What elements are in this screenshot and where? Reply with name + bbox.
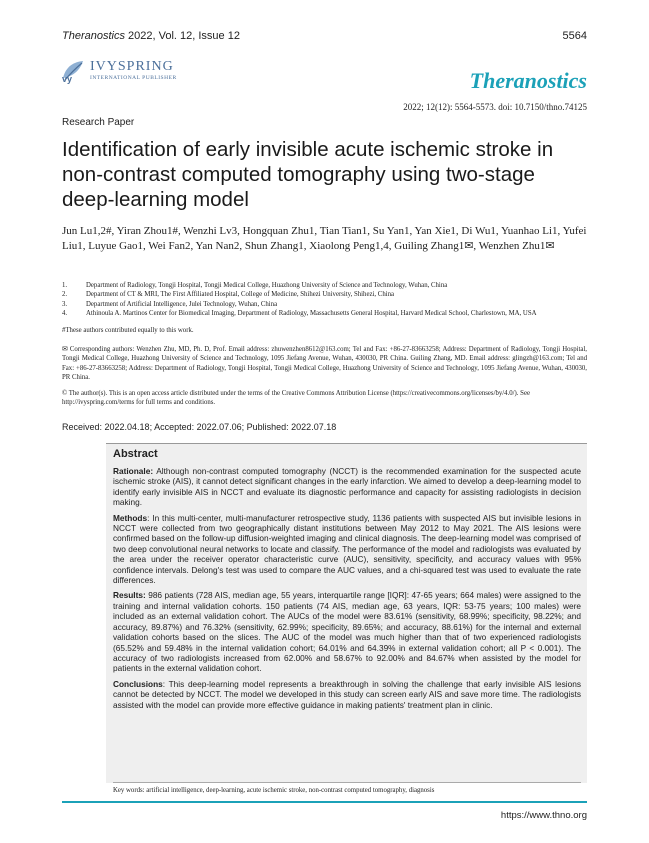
abstract-methods: Methods: In this multi-center, multi-manufacturer retrospective study, 1136 patients with suspected AIS but invisible lesions in NCCT were collected from two geographically distant institutions between May 2012 to May 2021. The AIS lesions were confirmed based on the follow-up diffusion-weighted imaging and clinical diagnosis. The deep-learning model was comprised of two deep convolutional neural networks to locate and classify. The performance of the model and radiologists was evaluated by the area under the receiver operator characteristic curve (AUC), sensitivity, specificity, and accuracy values with 95% confidence intervals. Delong's test was used to compare the AUC values, and a chi-squared test was used to evaluate the rate differences. — [113, 512, 581, 586]
affiliation-item: 1. Department of Radiology, Tongji Hospital, Tongji Medical College, Huazhong University of Science and Technology, Wuhan, China — [62, 282, 448, 289]
footer-rule — [62, 801, 587, 803]
abstract-heading: Abstract — [113, 448, 158, 460]
journal-name: Theranostics — [62, 30, 125, 42]
author-list: Jun Lu1,2#, Yiran Zhou1#, Wenzhi Lv3, Hongquan Zhu1, Tian Tian1, Su Yan1, Yan Xie1, Di Wu1, Yuanhao Li1, Yufei Liu1, Luyue Gao1, Wei Fan2, Yan Nan2, Shun Zhang1, Xiaolong Peng1,4, Guiling Zhang1✉, Wenzhen Zhu1✉ — [62, 225, 587, 252]
corresponding-authors: ✉ Corresponding authors: Wenzhen Zhu, MD, Ph. D, Prof. Email address: zhuwenzhen8612@163.com; Tel and Fax: +86-27-83663258; Address: Department of Radiology, Tongji Hospital, Tongji Medical College, Huazhong University of Science and Technology, 1095 Jiefang Avenue, Wuhan, 430030, PR China. Guiling Zhang, MD. Email address: glingzh@163.com; Tel and Fax: +86-27-83663258; Address: Department of Radiology, Tongji Hospital, Tongji Medical College, Huazhong University of Science and Technology, 1095 Jiefang Avenue, Wuhan, 430030, PR China. — [62, 346, 587, 381]
abstract-rationale: Rationale: Although non-contrast computed tomography (NCCT) is the recommended examination for the suspected acute ischemic stroke (AIS), it cannot detect significant changes in the early infarction. We aimed to develop a deep-learning model to identify early invisible AIS in NCCT and evaluate its diagnostic performance and capacity for assisting radiologists in decision making. — [113, 466, 581, 508]
ivyspring-logo — [60, 58, 177, 84]
journal-volume: 2022, Vol. 12, Issue 12 — [124, 30, 240, 42]
keywords: Key words: artificial intelligence, deep-learning, acute ischemic stroke, non-contrast computed tomography, diagnosis — [113, 782, 581, 794]
abstract-body — [113, 466, 581, 715]
abstract-conclusions: Conclusions: This deep-learning model represents a breakthrough in solving the challenge that early invisible AIS lesions cannot be detected by NCCT. The model we developed in this study can screen early AIS and save more time. The radiologists assisted with the model can provide more effective guidance in making patients' treatment plan in clinic. — [113, 678, 581, 710]
abstract-top-rule — [106, 443, 587, 444]
page-number: 5564 — [562, 30, 587, 42]
ivyspring-leaf-icon — [60, 58, 86, 84]
running-header — [62, 30, 587, 42]
citation: 2022; 12(12): 5564-5573. doi: 10.7150/thno.74125 — [403, 102, 587, 112]
equal-contribution-note: #These authors contributed equally to this work. — [62, 327, 194, 334]
affiliation-item: 2. Department of CT & MRI, The First Affiliated Hospital, College of Medicine, Shihezi University, Shihezi, China — [62, 291, 395, 299]
paper-title: Identification of early invisible acute ischemic stroke in non-contrast computed tomography using two-stage deep-learning model — [62, 138, 554, 211]
footer-url[interactable]: https://www.thno.org — [500, 810, 587, 821]
license-note: © The author(s). This is an open access article distributed under the terms of the Creative Commons Attribution License (https://creativecommons.org/licenses/by/4.0/). See http://ivyspring.com/terms for full terms and conditions. — [62, 390, 530, 407]
affiliation-item: 3. Department of Artificial Intelligence, Julei Technology, Wuhan, China — [62, 300, 278, 308]
received-dates: Received: 2022.04.18; Accepted: 2022.07.06; Published: 2022.07.18 — [62, 422, 337, 432]
journal-brand-logo: Theranostics — [469, 68, 587, 93]
publisher-name: IVYSPRING — [90, 59, 174, 75]
article-type: Research Paper — [62, 117, 135, 128]
affiliation-item: 4. Athinoula A. Martinos Center for Biomedical Imaging, Department of Radiology, Massachusetts General Hospital, Harvard Medical School, Charlestown, MA, USA — [62, 309, 537, 317]
svg-text:vy: vy — [62, 74, 73, 84]
affiliations — [62, 281, 587, 318]
publisher-sub: INTERNATIONAL PUBLISHER — [90, 75, 177, 82]
abstract-results: Results: 986 patients (728 AIS, median age, 55 years, interquartile range [IQR]: 47-65 years; 664 males) were assigned to the training and internal validation cohorts. 150 patients (74 AIS, median age, 63 years, IQR: 53-75 years; 100 males) were included as an external validation cohort. The AUCs of the model were 83.61% (sensitivity, 68.99%; specificity, 98.22%; and accuracy, 89.87%) and 76.32% (sensitivity, 62.99%; specificity, 89.65%; and accuracy, 88.61%) for the internal and external validation cohorts based on the slices. The AUC of the model was much higher than that of two experienced radiologists (65.52% and 59.48% in the internal validation cohort; 64.01% and 64.39% in external validation cohort; all P < 0.001). The accuracy of two radiologists increased from 62.00% and 58.67% to 92.00% and 84.67% when assisted by the model for patients in the external validation cohort. — [113, 590, 581, 674]
